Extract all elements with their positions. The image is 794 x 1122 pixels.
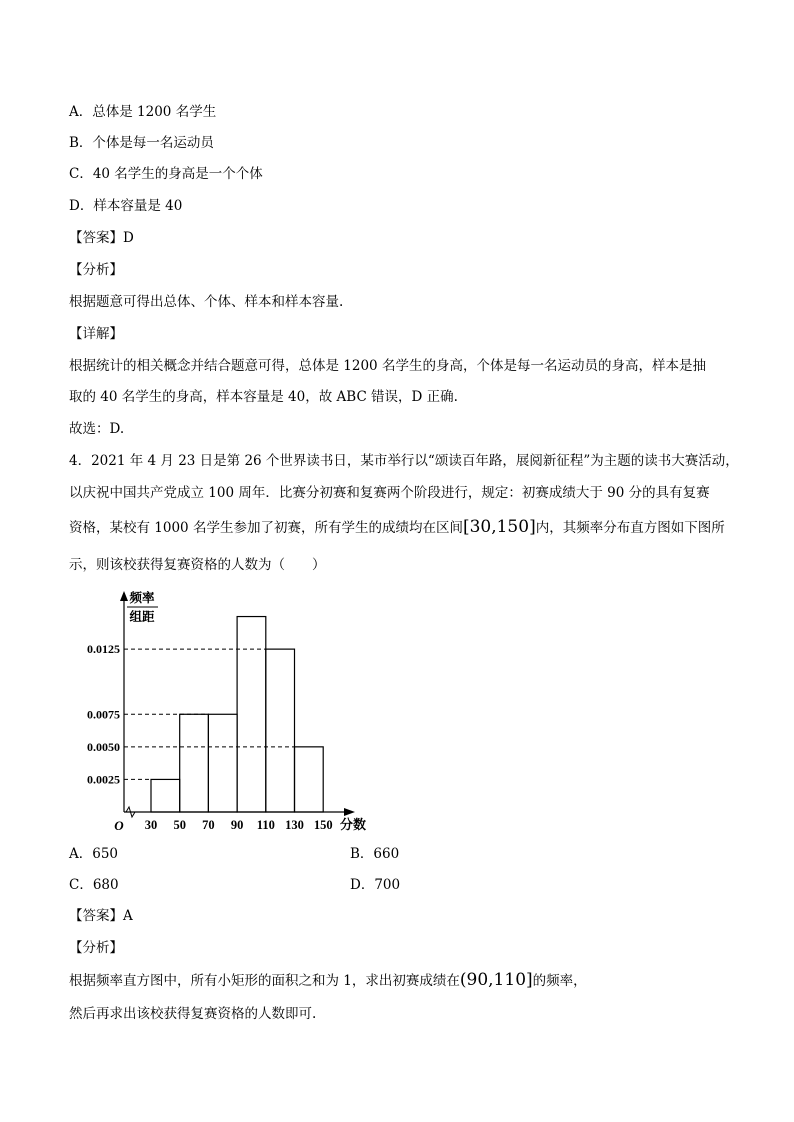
q3-choice: 故选：D. bbox=[69, 421, 125, 437]
q4-analysis-line-1-end: 的频率， bbox=[532, 973, 587, 989]
q4-stem-line-2: 以庆祝中国共产党成立 100 周年．比赛分初赛和复赛两个阶段进行，规定：初赛成绩大于 90 分的具有复赛 bbox=[69, 485, 710, 501]
histogram-bar-30-50 bbox=[151, 779, 180, 812]
y-tick-label-0.0075: 0.0075 bbox=[87, 707, 120, 722]
q4-option-a: A．650 bbox=[69, 846, 119, 862]
x-tick-label-50: 50 bbox=[173, 818, 186, 832]
x-axis-arrow bbox=[344, 808, 355, 816]
q3-analysis-text: 根据题意可得出总体、个体、样本和样本容量. bbox=[69, 294, 344, 310]
q4-option-b: B．660 bbox=[350, 846, 400, 862]
q4-analysis-interval: (90,110] bbox=[459, 970, 533, 990]
y-tick-label-0.0125: 0.0125 bbox=[87, 642, 120, 657]
histogram-bar-110-130 bbox=[266, 649, 295, 812]
y-axis-label-denominator: 组距 bbox=[129, 610, 155, 624]
frequency-histogram bbox=[72, 585, 372, 835]
q3-detail-line-2: 取的 40 名学生的身高，样本容量是 40，故 ABC 错误，D 正确. bbox=[69, 389, 458, 405]
x-axis-label: 分数 bbox=[339, 817, 367, 832]
q4-analysis-line-1 bbox=[69, 971, 587, 990]
q4-stem-line-3-start: 资格，某校有 1000 名学生参加了初赛，所有学生的成绩均在区间 bbox=[69, 520, 463, 536]
q4-stem-line-3-end: 内，其频率分布直方图如下图所 bbox=[535, 520, 725, 536]
q4-interval: [30,150] bbox=[462, 517, 536, 537]
q3-detail-heading: 【详解】 bbox=[69, 326, 123, 342]
q4-answer: 【答案】A bbox=[69, 908, 133, 924]
q4-analysis-line-1-start: 根据频率直方图中，所有小矩形的面积之和为 1，求出初赛成绩在 bbox=[69, 973, 460, 989]
q3-option-c: C．40 名学生的身高是一个个体 bbox=[69, 166, 263, 182]
histogram-bar-90-110 bbox=[237, 617, 266, 812]
y-tick-label-0.0050: 0.0050 bbox=[87, 739, 120, 754]
q4-option-d: D．700 bbox=[350, 877, 401, 893]
q3-option-d: D．样本容量是 40 bbox=[69, 198, 183, 214]
q3-answer: 【答案】D bbox=[69, 230, 134, 246]
histogram-bar-50-70 bbox=[180, 714, 209, 812]
y-axis-label-numerator: 频率 bbox=[129, 591, 155, 605]
q4-analysis-line-2: 然后再求出该校获得复赛资格的人数即可. bbox=[69, 1006, 317, 1022]
histogram-bar-70-90 bbox=[208, 714, 237, 812]
x-tick-label-110: 110 bbox=[256, 818, 275, 832]
histogram-bar-130-150 bbox=[295, 747, 324, 812]
x-tick-label-150: 150 bbox=[313, 818, 333, 832]
x-tick-label-130: 130 bbox=[285, 818, 304, 832]
y-axis-arrow bbox=[120, 591, 128, 601]
q3-option-a: A．总体是 1200 名学生 bbox=[69, 104, 217, 120]
y-tick-label-0.0025: 0.0025 bbox=[87, 772, 120, 787]
q3-analysis-heading: 【分析】 bbox=[69, 262, 123, 278]
q4-stem-line-4: 示，则该校获得复赛资格的人数为（ ） bbox=[69, 557, 326, 573]
x-tick-label-70: 70 bbox=[202, 818, 215, 832]
q3-option-b: B．个体是每一名运动员 bbox=[69, 135, 214, 151]
chart-labels bbox=[87, 590, 366, 833]
q4-analysis-heading: 【分析】 bbox=[69, 940, 123, 956]
q3-detail-line-1: 根据统计的相关概念并结合题意可得，总体是 1200 名学生的身高，个体是每一名运动员的身高，样本是抽 bbox=[69, 358, 706, 374]
x-tick-label-30: 30 bbox=[144, 818, 158, 832]
x-tick-label-90: 90 bbox=[230, 818, 244, 832]
q4-stem-line-1: 4．2021 年 4 月 23 日是第 26 个世界读书日，某市举行以“颂读百年路，展阅新征程”为主题的读书大赛活动， bbox=[69, 453, 739, 469]
q4-stem-line-3 bbox=[69, 518, 725, 537]
origin-label: O bbox=[114, 818, 124, 833]
q4-option-c: C．680 bbox=[69, 877, 119, 893]
